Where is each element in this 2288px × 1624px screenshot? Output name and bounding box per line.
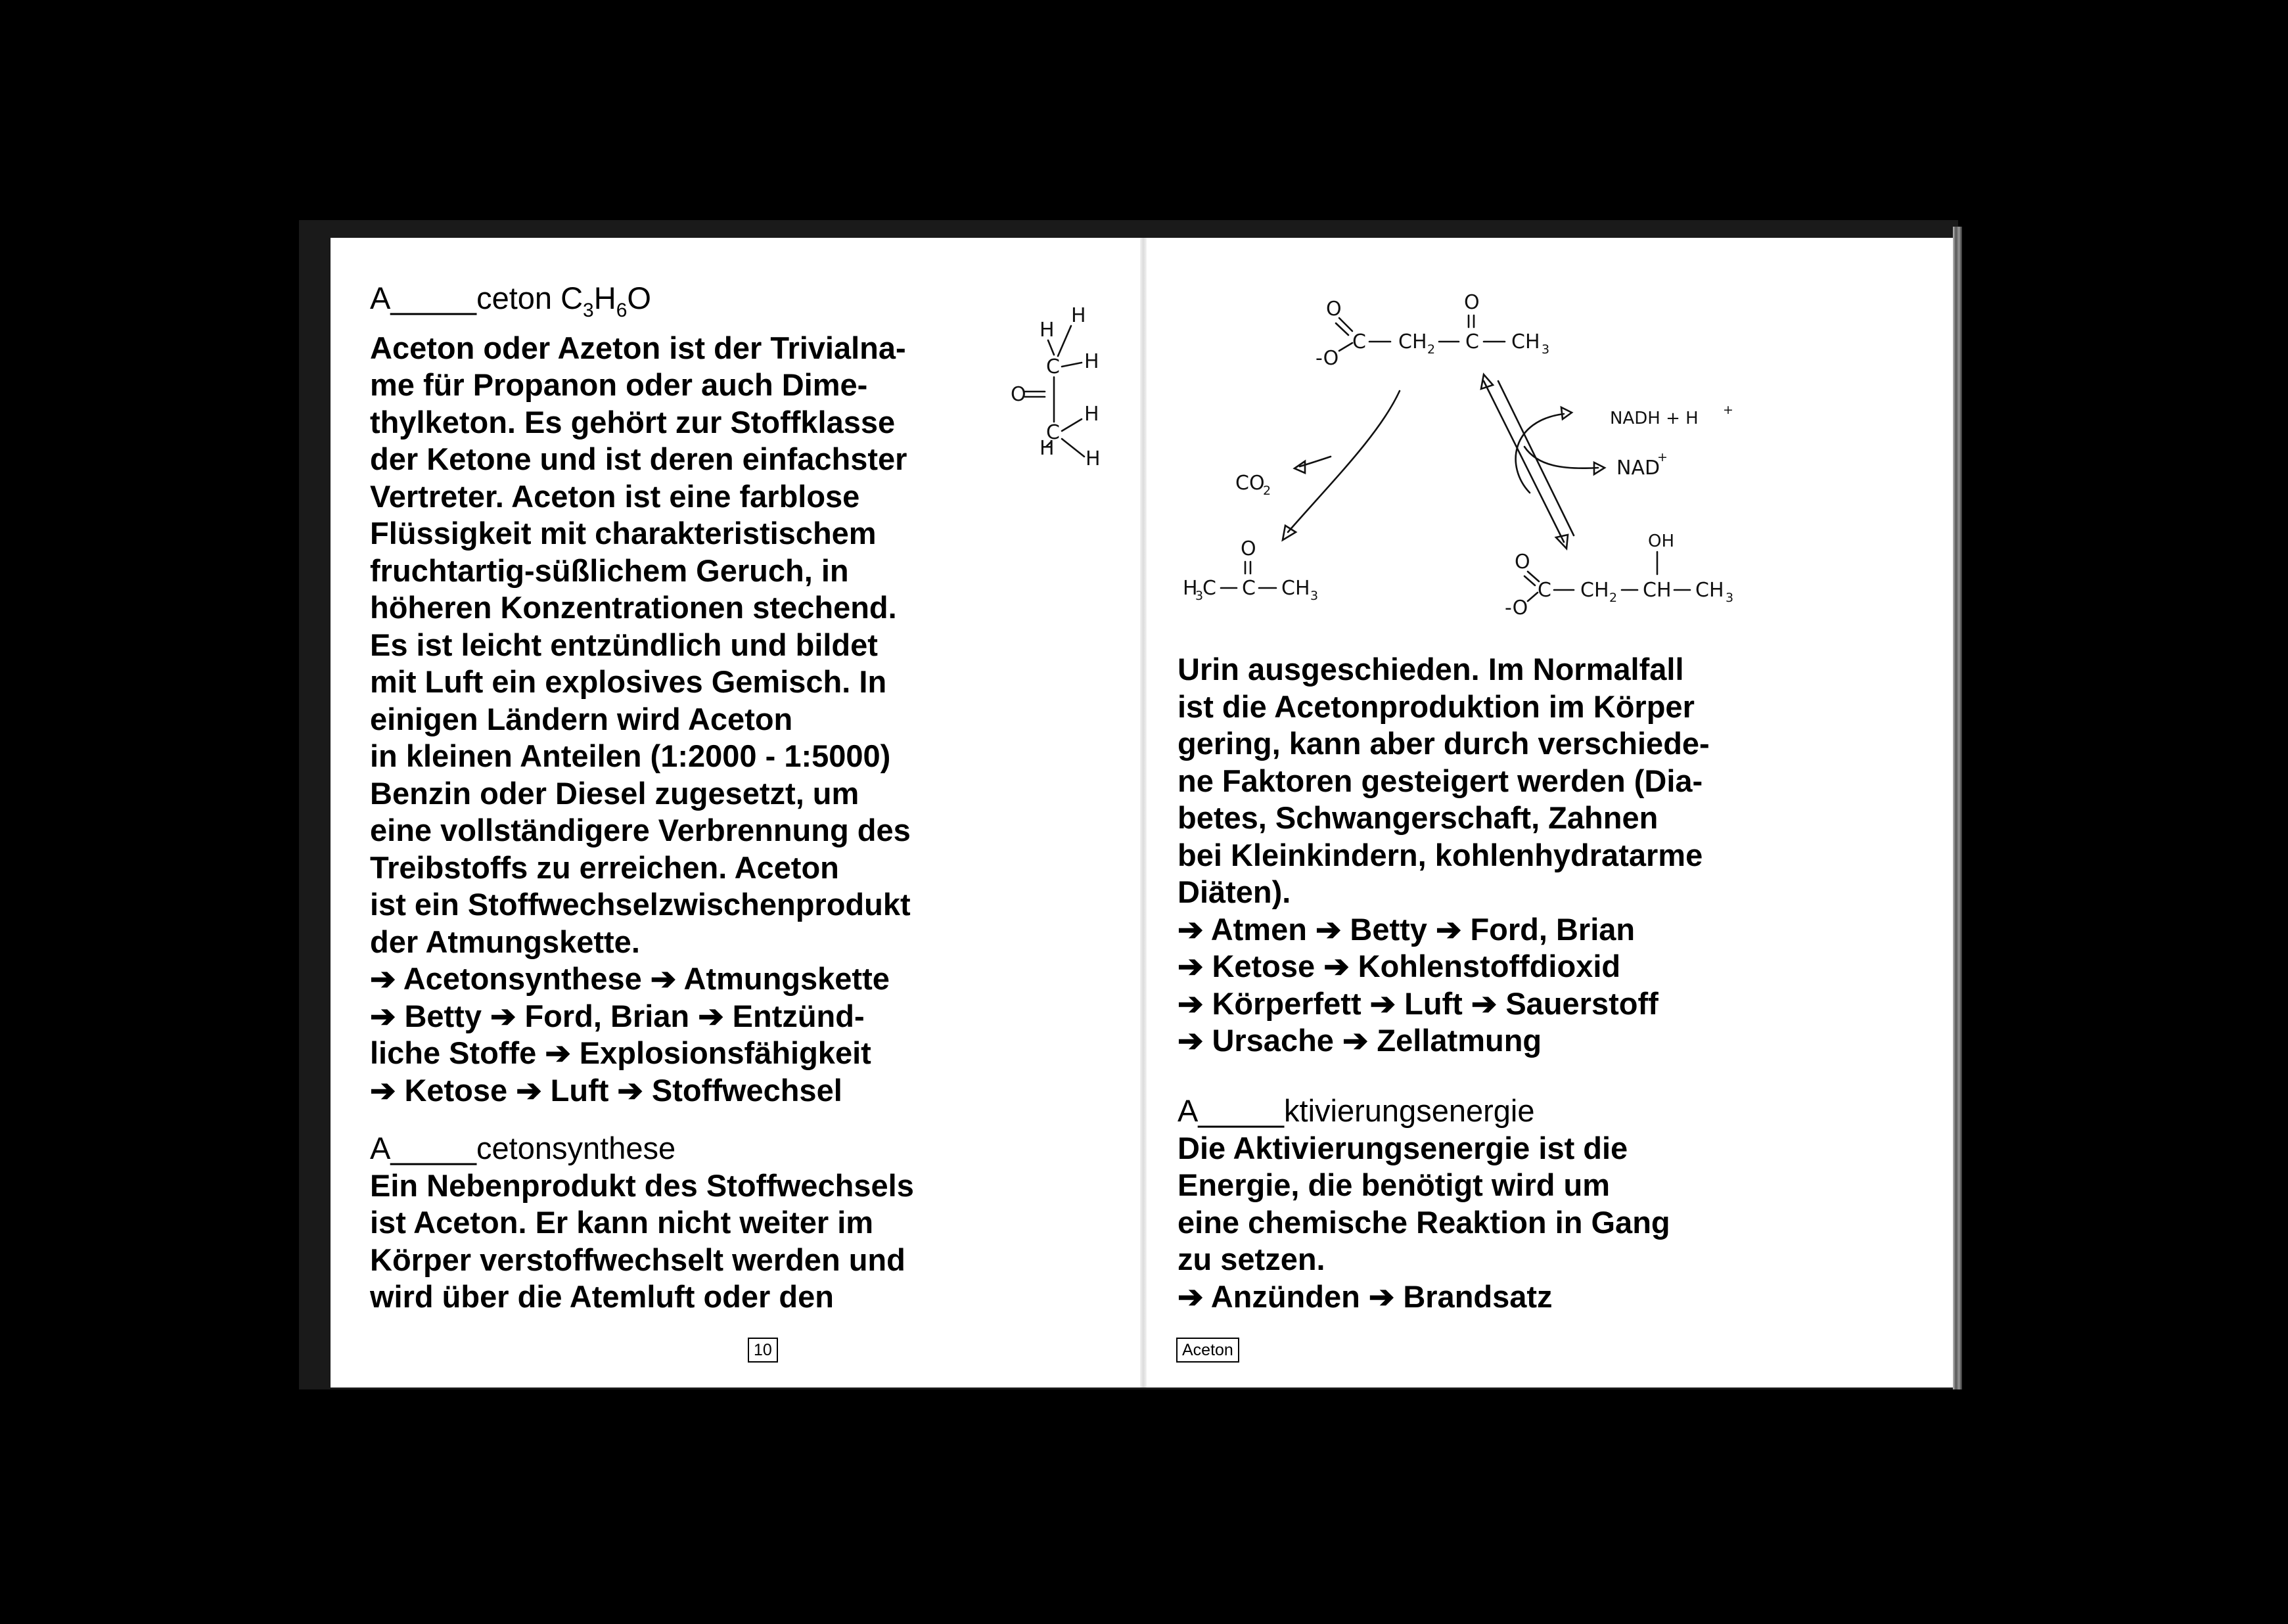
- text-line: Vertreter. Aceton ist eine farblose: [370, 478, 860, 514]
- text-line: Urin ausgeschieden. Im Normalfall: [1178, 652, 1684, 687]
- entry-continuation: [1178, 651, 1710, 1060]
- cross-reference-line: ➔ Betty ➔ Ford, Brian ➔ Entzünd-: [370, 998, 865, 1033]
- hydrogen-label: H: [1084, 350, 1099, 373]
- bond: [1062, 439, 1084, 457]
- carbon-label: C: [1242, 577, 1256, 600]
- carboxylate-oxygen-label: -O: [1505, 597, 1528, 620]
- subscript: 3: [1726, 591, 1734, 605]
- text-line: Es ist leicht entzündlich und bildet: [370, 627, 878, 662]
- cross-reference-line: liche Stoffe ➔ Explosionsfähigkeit: [370, 1035, 871, 1070]
- text-line: Energie, die benötigt wird um: [1178, 1167, 1611, 1202]
- subscript: 3: [583, 300, 594, 321]
- bond: [1058, 326, 1071, 356]
- page-edge: [1953, 227, 1962, 1389]
- heading-formula-o: O: [627, 281, 651, 315]
- arrow-head: [1556, 535, 1568, 549]
- ch2-label: CH: [1398, 330, 1427, 353]
- text-line: bei Kleinkindern, kohlenhydratarme: [1178, 837, 1703, 872]
- heading-letter: A: [370, 281, 391, 315]
- text-line: fruchtartig-süßlichem Geruch, in: [370, 553, 849, 588]
- text-line: Diäten).: [1178, 874, 1291, 909]
- text-line: Ein Nebenprodukt des Stoffwechsels: [370, 1167, 914, 1203]
- oxygen-label: O: [1241, 537, 1256, 560]
- superscript: +: [1723, 403, 1733, 417]
- entry-heading-acetonsynthese: A_____cetonsynthese: [370, 1131, 676, 1165]
- text-line: eine chemische Reaktion in Gang: [1178, 1204, 1670, 1240]
- carbon-label: C: [1046, 355, 1060, 378]
- text-line: wird über die Atemluft oder den: [370, 1279, 834, 1314]
- cross-reference-line: ➔ Atmen ➔ Betty ➔ Ford, Brian: [1178, 911, 1636, 947]
- text-line: in kleinen Anteilen (1:2000 - 1:5000): [370, 738, 891, 773]
- subscript: 6: [616, 300, 628, 321]
- ch3-label: CH: [1695, 579, 1724, 602]
- carbon-label: C: [1202, 577, 1216, 600]
- entry-heading-aceton: [370, 280, 911, 330]
- arrow-head: [1283, 526, 1296, 540]
- subscript: 2: [1609, 591, 1618, 605]
- oxygen-label: O: [1326, 298, 1342, 321]
- bond: [1528, 593, 1538, 601]
- text-line: gering, kann aber durch verschiede-: [1178, 726, 1710, 761]
- bond: [1062, 419, 1082, 431]
- text-line: thylketon. Es gehört zur Stoffklasse: [370, 404, 896, 440]
- text-line: Flüssigkeit mit charakteristischem: [370, 516, 877, 551]
- text-line: zu setzen.: [1178, 1242, 1325, 1276]
- bond: [1339, 343, 1352, 351]
- bond: [1062, 363, 1082, 367]
- subscript: 3: [1310, 589, 1319, 603]
- oxygen-label: O: [1464, 291, 1480, 314]
- heading-blank: _____: [390, 281, 477, 315]
- carboxylate-oxygen-label: -O: [1316, 347, 1339, 370]
- hydrogen-label: H: [1071, 304, 1086, 327]
- cross-reference-line: ➔ Körperfett ➔ Luft ➔ Sauerstoff: [1178, 985, 1659, 1021]
- arrow-head: [1481, 374, 1493, 389]
- text-line: ist die Acetonproduktion im Körper: [1178, 688, 1695, 724]
- entry-aktivierungsenergie: [1178, 1093, 1670, 1315]
- acetone-structure-drawing: [999, 304, 1130, 473]
- oh-label: OH: [1648, 531, 1675, 551]
- nadh-curved-arrow: [1516, 414, 1564, 493]
- hydrogen-label: H: [1084, 403, 1099, 426]
- text-line: ist Aceton. Er kann nicht weiter im: [370, 1205, 874, 1240]
- oxygen-label: O: [1011, 383, 1026, 406]
- acetoacetate-molecule: [1316, 291, 1549, 370]
- text-line: Die Aktivierungsenergie ist die: [1178, 1130, 1628, 1165]
- nadh-label: NADH + H: [1610, 409, 1699, 428]
- co2-label: CO: [1235, 472, 1265, 495]
- carbon-label: C: [1465, 330, 1479, 353]
- running-label: Aceton: [1176, 1338, 1239, 1363]
- h3c-label: H: [1183, 577, 1198, 600]
- text-line: Benzin oder Diesel zugesetzt, um: [370, 775, 859, 811]
- nad-label: NAD: [1616, 457, 1660, 480]
- text-line: Treibstoffs zu erreichen. Aceton: [370, 849, 839, 885]
- ch2-label: CH: [1580, 579, 1609, 602]
- text-line: ist ein Stoffwechselzwischenprodukt: [370, 887, 911, 922]
- cross-reference-line: ➔ Ursache ➔ Zellatmung: [1178, 1023, 1542, 1058]
- bond: [1048, 340, 1054, 355]
- carbon-label: C: [1538, 579, 1551, 602]
- subscript: 2: [1263, 484, 1271, 498]
- text-line: mit Luft ein explosives Gemisch. In: [370, 664, 887, 699]
- hydrogen-label: H: [1086, 447, 1101, 470]
- entry-aceton: [370, 280, 911, 1109]
- text-line: einigen Ländern wird Aceton: [370, 701, 793, 736]
- text-line: der Ketone und ist deren einfachster: [370, 441, 907, 476]
- heading-formula-h: H: [593, 281, 616, 315]
- entry-acetonsynthese: [370, 1130, 914, 1316]
- carbon-label: C: [1352, 330, 1366, 353]
- text-line: Aceton oder Azeton ist der Trivialna-: [370, 330, 906, 365]
- hydrogen-label: H: [1040, 319, 1055, 342]
- text-line: ne Faktoren gesteigert werden (Dia-: [1178, 763, 1703, 798]
- subscript: 3: [1195, 589, 1204, 603]
- oxygen-label: O: [1515, 551, 1530, 574]
- acetoacetate-reaction-diagram: [1170, 282, 1761, 624]
- heading-word: ceton C: [476, 281, 583, 315]
- cross-reference-line: ➔ Anzünden ➔ Brandsatz: [1178, 1278, 1553, 1314]
- text-line: der Atmungskette.: [370, 924, 640, 959]
- nad-curved-arrow: [1524, 447, 1598, 468]
- cross-reference-line: ➔ Acetonsynthese ➔ Atmungskette: [370, 961, 890, 996]
- acetone-molecule: [1183, 537, 1318, 603]
- subscript: 3: [1542, 342, 1550, 357]
- ch-label: CH: [1643, 579, 1672, 602]
- ch3-label: CH: [1511, 330, 1540, 353]
- text-line: betes, Schwangerschaft, Zahnen: [1178, 800, 1659, 835]
- superscript: +: [1657, 450, 1668, 464]
- cross-reference-line: ➔ Ketose ➔ Luft ➔ Stoffwechsel: [370, 1072, 842, 1108]
- book-gutter: [1140, 238, 1147, 1387]
- cross-reference-line: ➔ Ketose ➔ Kohlenstoffdioxid: [1178, 949, 1621, 983]
- hydrogen-label: H: [1040, 437, 1055, 460]
- entry-heading-aktivierungsenergie: A_____ktivierungsenergie: [1178, 1093, 1535, 1128]
- text-line: me für Propanon oder auch Dime-: [370, 367, 868, 402]
- carbon-label: C: [1046, 421, 1060, 444]
- ch3-label: CH: [1281, 577, 1310, 600]
- text-line: höheren Konzentrationen stechend.: [370, 590, 897, 625]
- page-number: 10: [748, 1338, 778, 1363]
- text-line: Körper verstoffwechselt werden und: [370, 1242, 905, 1277]
- hydroxybutyrate-molecule: [1505, 531, 1733, 620]
- reduction-arrow: [1484, 381, 1564, 542]
- subscript: 2: [1427, 342, 1436, 357]
- text-line: eine vollständigere Verbrennung des: [370, 813, 911, 847]
